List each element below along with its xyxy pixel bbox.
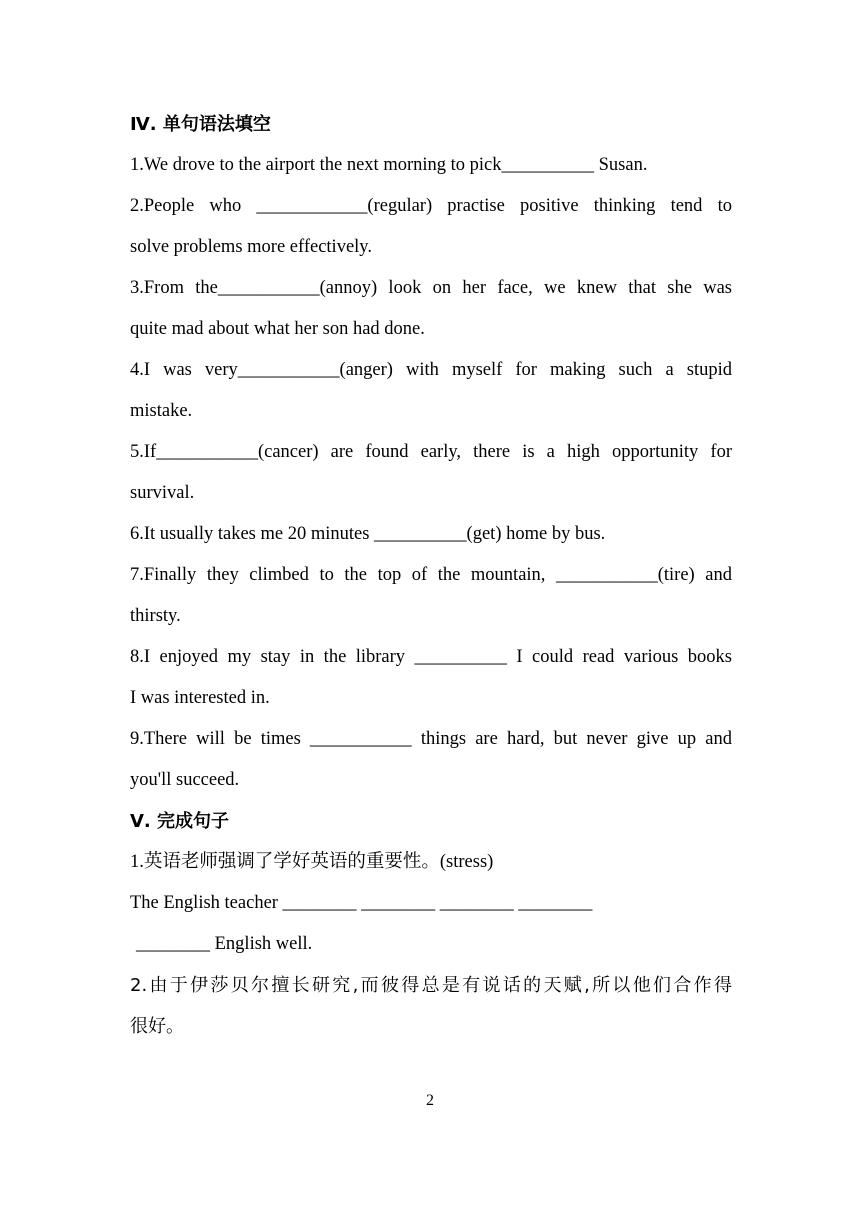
q4-line-1: 4.I was very___________(anger) with myself for making such a stupid — [130, 360, 732, 380]
s5-item1-prompt: 1.英语老师强调了学好英语的重要性。(stress) — [130, 852, 494, 872]
q3-line-2: quite mad about what her son had done. — [130, 319, 425, 339]
section-5-heading: Ⅴ. 完成句子 — [130, 811, 230, 832]
q5-line-1: 5.If___________(cancer) are found early, there is a high opportunity for — [130, 442, 732, 462]
q6-line: 6.It usually takes me 20 minutes __________(get) home by bus. — [130, 524, 606, 544]
q7-line-2: thirsty. — [130, 606, 181, 626]
s5-item1-line-1: The English teacher ________ ________ ________ ________ — [130, 893, 593, 913]
s5-item1-line-2: ________ English well. — [136, 934, 313, 954]
q8-line-2: I was interested in. — [130, 688, 270, 708]
section-4-heading: Ⅳ. 单句语法填空 — [130, 114, 271, 135]
q2-line-2: solve problems more effectively. — [130, 237, 372, 257]
q7-line-1: 7.Finally they climbed to the top of the mountain, ___________(tire) and — [130, 565, 732, 585]
q3-line-1: 3.From the___________(annoy) look on her face, we knew that she was — [130, 278, 732, 298]
s5-item2-line-2: 很好。 — [130, 1016, 184, 1037]
q1-line: 1.We drove to the airport the next morning to pick__________ Susan. — [130, 155, 648, 175]
q2-line-1: 2.People who ____________(regular) practise positive thinking tend to — [130, 196, 732, 216]
q4-line-2: mistake. — [130, 401, 193, 421]
q8-line-1: 8.I enjoyed my stay in the library __________ I could read various books — [130, 647, 732, 667]
page-number: 2 — [426, 1092, 434, 1109]
worksheet-page — [130, 104, 732, 1047]
q9-line-2: you'll succeed. — [130, 770, 240, 790]
s5-item2-line-1: 2.由于伊莎贝尔擅长研究,而彼得总是有说话的天赋,所以他们合作得 — [130, 975, 732, 996]
q9-line-1: 9.There will be times ___________ things are hard, but never give up and — [130, 729, 732, 749]
q5-line-2: survival. — [130, 483, 195, 503]
